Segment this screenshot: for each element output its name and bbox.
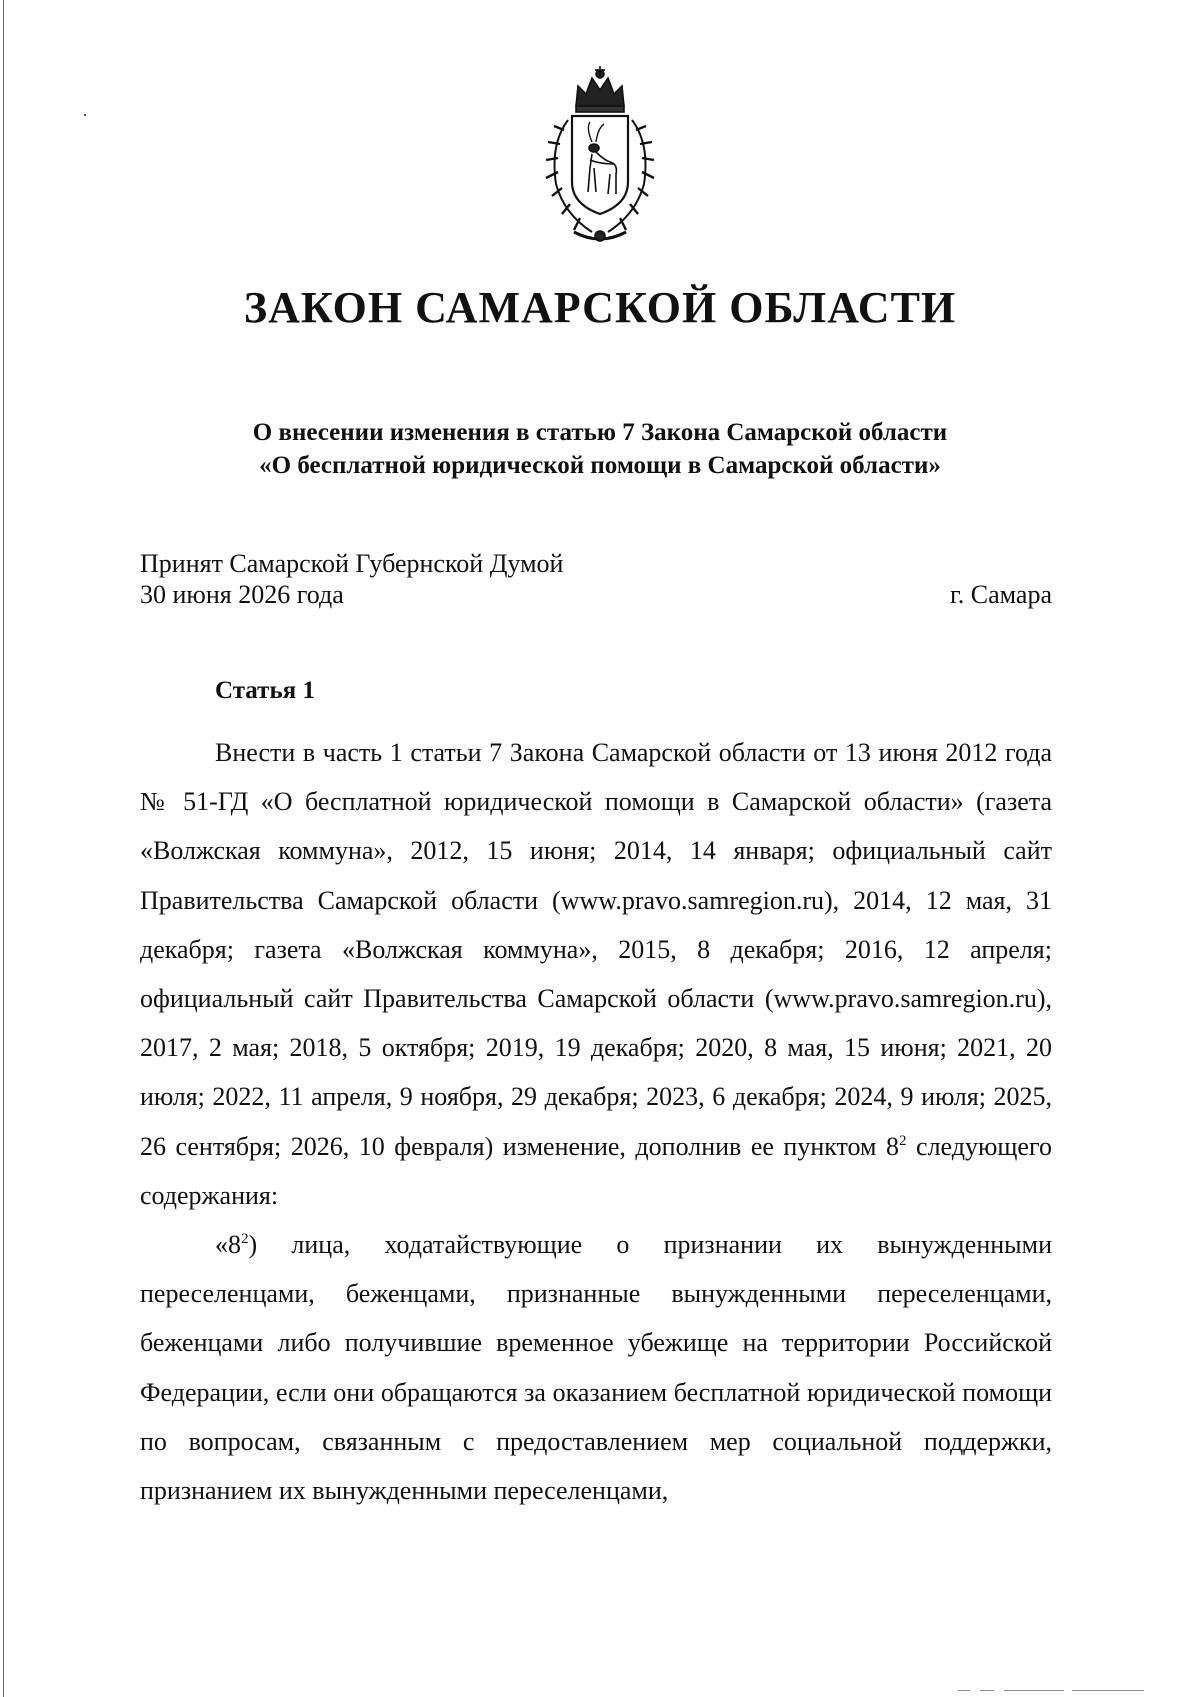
scan-edge-line xyxy=(3,0,4,1697)
adopted-by: Принят Самарской Губернской Думой xyxy=(140,549,564,578)
adoption-date: 30 июня 2026 года xyxy=(140,580,344,609)
paragraph-text: «8 xyxy=(215,1230,241,1260)
paragraph xyxy=(140,728,1052,1220)
paragraph xyxy=(140,1220,1052,1515)
city-name: г. Самара xyxy=(950,580,1052,609)
paragraph-text: Внести в часть 1 статьи 7 Закона Самарской области от 13 июня 2012 года № 51-ГД «О бесплатной юридической помощи в Самарской области» (газета «Волжская коммуна», 2012, 15 июня; 2014, 14 января; официальный сайт Правительства Самарской области (www.pravo.samregion.ru), 2014, 12 мая, 31 декабря; газета «Волжская коммуна», 2015, 8 декабря; 2016, 12 апреля; официальный сайт Правительства Самарской области (www.pravo.samregion.ru), 2017, 2 мая; 2018, 5 октября; 2019, 19 декабря; 2020, 8 мая, 15 июня; 2021, 20 июля; 2022, 11 апреля, 9 ноября, 29 декабря; 2023, 6 декабря; 2024, 9 июля; 2025, 26 сентября; 2026, 10 февраля) изменение, дополнив ее пунктом 8 xyxy=(140,738,1052,1161)
subtitle-line: О внесении изменения в статью 7 Закона Самарской области xyxy=(252,419,948,446)
article-heading: Статья 1 xyxy=(215,677,315,704)
superscript: 2 xyxy=(899,1132,907,1149)
scan-dash xyxy=(1004,1690,1064,1691)
scan-dash xyxy=(958,1690,970,1691)
scan-dash xyxy=(980,1690,994,1691)
law-title: ЗАКОН САМАРСКОЙ ОБЛАСТИ xyxy=(243,283,957,332)
adoption-block xyxy=(140,548,563,610)
scan-speck xyxy=(84,114,86,116)
article-body xyxy=(140,728,1052,1515)
subtitle-line: «О бесплатной юридической помощи в Самарской области» xyxy=(259,452,941,479)
paragraph-text: ) лица, ходатайствующие о признании их вынужденными переселенцами, беженцами, признанные вынужденными переселенцами, беженцами либо получившие временное убежище на территории Российской Федерации, если они обращаются за оказанием бесплатной юридической помощи по вопросам, связанным с предоставлением мер социальной поддержки, признанием их вынужденными переселенцами, xyxy=(140,1230,1052,1506)
samara-coat-of-arms-icon xyxy=(520,64,680,246)
paragraph-text: следующего содержания: xyxy=(140,1131,1052,1210)
law-subtitle xyxy=(160,416,1040,482)
superscript: 2 xyxy=(241,1231,249,1248)
scan-dash xyxy=(1072,1690,1144,1691)
